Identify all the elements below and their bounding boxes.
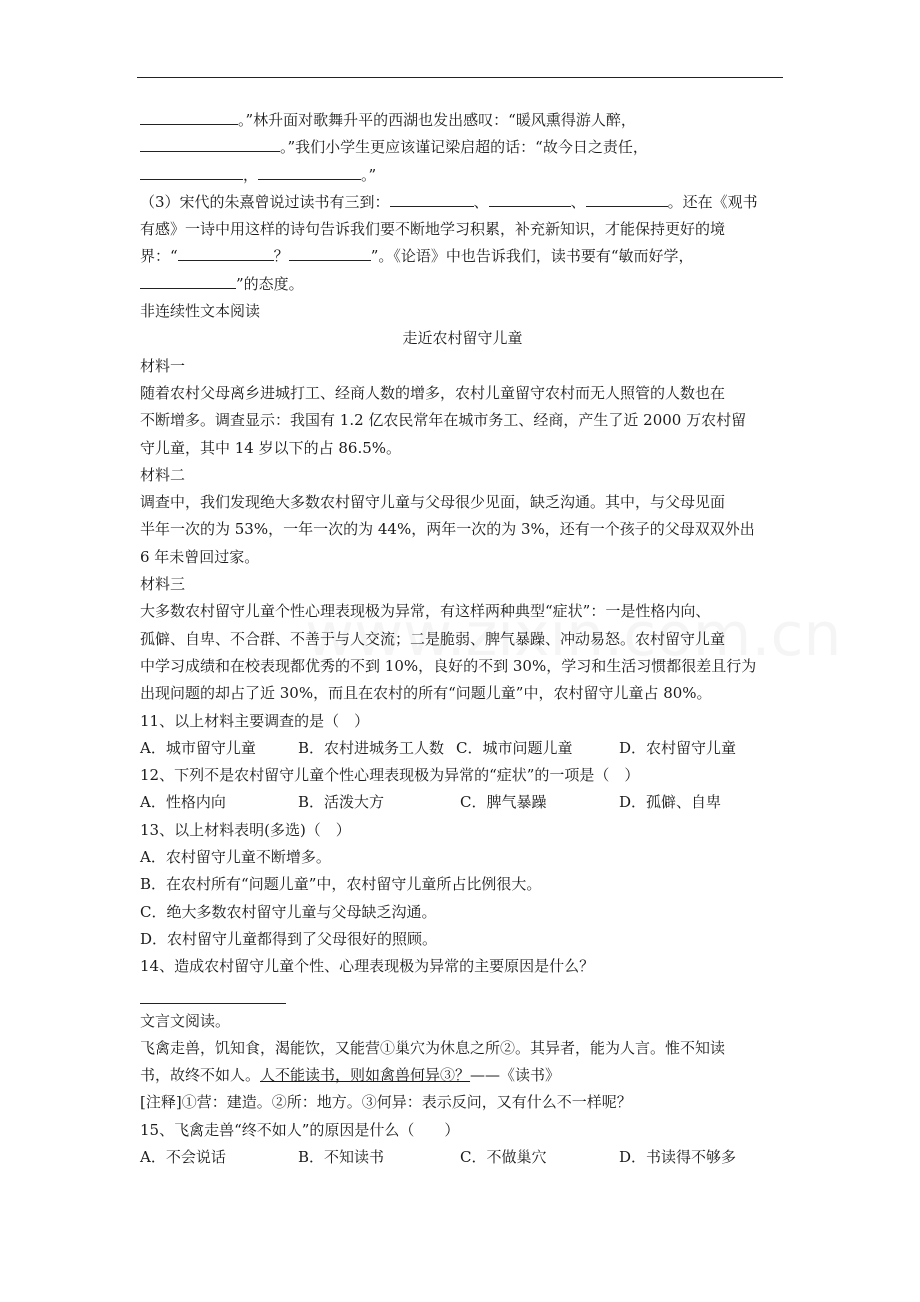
options-row [140,789,785,816]
header-rule [137,77,783,78]
answer-blank[interactable] [140,981,286,1004]
q3-line-4: ”的态度。 [140,271,785,298]
section-title: 非连续性文本阅读 [140,302,261,321]
material-text: 中学习成绩和在校表现都优秀的不到 10%，良好的不到 30%，学习和生活习惯都很差且行为 [140,656,757,675]
q3-line-2: 有感》一诗中用这样的诗句告诉我们要不断地学习积累，补充新知识，才能保持更好的境 [140,220,726,239]
option-c[interactable]: C．脾气暴躁 [460,793,547,812]
option-d[interactable]: D．农村留守儿童都得到了父母很好的照顾。 [140,929,438,948]
material-label: 材料一 [140,356,186,375]
question-stem: 11、以上材料主要调查的是（ ） [140,711,370,730]
answer-blank[interactable] [289,243,371,261]
article-title: 走近农村留守儿童 [402,329,523,348]
answer-blank[interactable] [140,271,236,289]
options-row [140,1144,785,1171]
material-text: 孤僻、自卑、不合群、不善于与人交流；二是脆弱、脾气暴躁、冲动易怒。农村留守儿童 [140,629,726,648]
option-c[interactable]: C．绝大多数农村留守儿童与父母缺乏沟通。 [140,902,437,921]
poem-line-1: 。”林升面对歌舞升平的西湖也发出感叹：“暖风熏得游人醉， [140,107,785,134]
option-b[interactable]: B．不知读书 [298,1147,385,1166]
section-title: 文言文阅读。 [140,1011,231,1030]
answer-blank[interactable] [390,189,474,207]
material-text: 半年一次的为 53%，一年一次的为 44%，两年一次的为 3%，还有一个孩子的父母双双外出 [140,520,755,539]
poem-line-3: ， 。” [140,162,785,189]
option-d[interactable]: D．孤僻、自卑 [619,793,722,812]
answer-blank[interactable] [140,107,238,125]
classical-text: 书，故终不如人。人不能读书，则如禽兽何异③？——《读书》 [140,1066,561,1085]
question-stem: 15、飞禽走兽“终不如人”的原因是什么（ ） [140,1120,460,1139]
q3-line-3: 界：“ ？ ”。《论语》中也告诉我们，读书要有“敏而好学， [140,243,785,270]
classical-text: 飞禽走兽，饥知食，渴能饮，又能营①巢穴为休息之所②。其异者，能为人言。惟不知读 [140,1038,726,1057]
answer-blank[interactable] [586,189,668,207]
material-text: 守儿童，其中 14 岁以下的占 86.5%。 [140,438,402,457]
option-b[interactable]: B．在农村所有“问题儿童”中，农村留守儿童所占比例很大。 [140,875,542,894]
question-stem: 14、造成农村留守儿童个性、心理表现极为异常的主要原因是什么？ [140,957,595,976]
option-c[interactable]: C．城市问题儿童 [456,738,573,757]
material-text: 不断增多。调查显示：我国有 1.2 亿农民常年在城市务工、经商，产生了近 2000 万农村留 [140,411,747,430]
q3-line-1: （3）宋代的朱熹曾说过读书有三到： 、 、 。还在《观书 [140,189,785,216]
answer-blank[interactable] [140,134,280,152]
material-text: 6 年未曾回过家。 [140,547,260,566]
material-text: 大多数农村留守儿童个性心理表现极为异常，有这样两种典型“症状”：一是性格内向、 [140,602,711,621]
material-text: 出现问题的却占了近 30%，而且在农村的所有“问题儿童”中，农村留守儿童占 80%。 [140,684,712,703]
answer-blank[interactable] [178,243,274,261]
question-stem: 12、下列不是农村留守儿童个性心理表现极为异常的“症状”的一项是（ ） [140,766,640,785]
option-a[interactable]: A．农村留守儿童不断增多。 [140,848,331,867]
answer-blank[interactable] [489,189,571,207]
options-row [140,735,785,762]
option-c[interactable]: C．不做巢穴 [460,1147,547,1166]
option-a[interactable]: A．不会说话 [140,1147,226,1166]
question-stem: 13、以上材料表明(多选)（ ） [140,820,351,839]
option-a[interactable]: A．性格内向 [140,793,226,812]
option-d[interactable]: D．书读得不够多 [619,1147,737,1166]
option-a[interactable]: A．城市留守儿童 [140,738,256,757]
material-label: 材料三 [140,575,186,594]
material-text: 调查中，我们发现绝大多数农村留守儿童与父母很少见面，缺乏沟通。其中，与父母见面 [140,493,726,512]
poem-line-2: 。”我们小学生更应该谨记梁启超的话：“故今日之责任， [140,134,785,161]
answer-blank[interactable] [140,162,243,180]
option-d[interactable]: D．农村留守儿童 [619,738,737,757]
material-text: 随着农村父母离乡进城打工、经商人数的增多，农村儿童留守农村而无人照管的人数也在 [140,383,726,402]
option-b[interactable]: B．农村进城务工人数 [298,738,445,757]
option-b[interactable]: B．活泼大方 [298,793,385,812]
annotation: [注释]①营：建造。②所：地方。③何异：表示反问，又有什么不一样呢？ [140,1093,632,1112]
material-label: 材料二 [140,465,186,484]
underlined-sentence: 人不能读书，则如禽兽何异③？ [260,1066,471,1085]
answer-blank[interactable] [258,162,361,180]
document-body [140,107,785,1171]
